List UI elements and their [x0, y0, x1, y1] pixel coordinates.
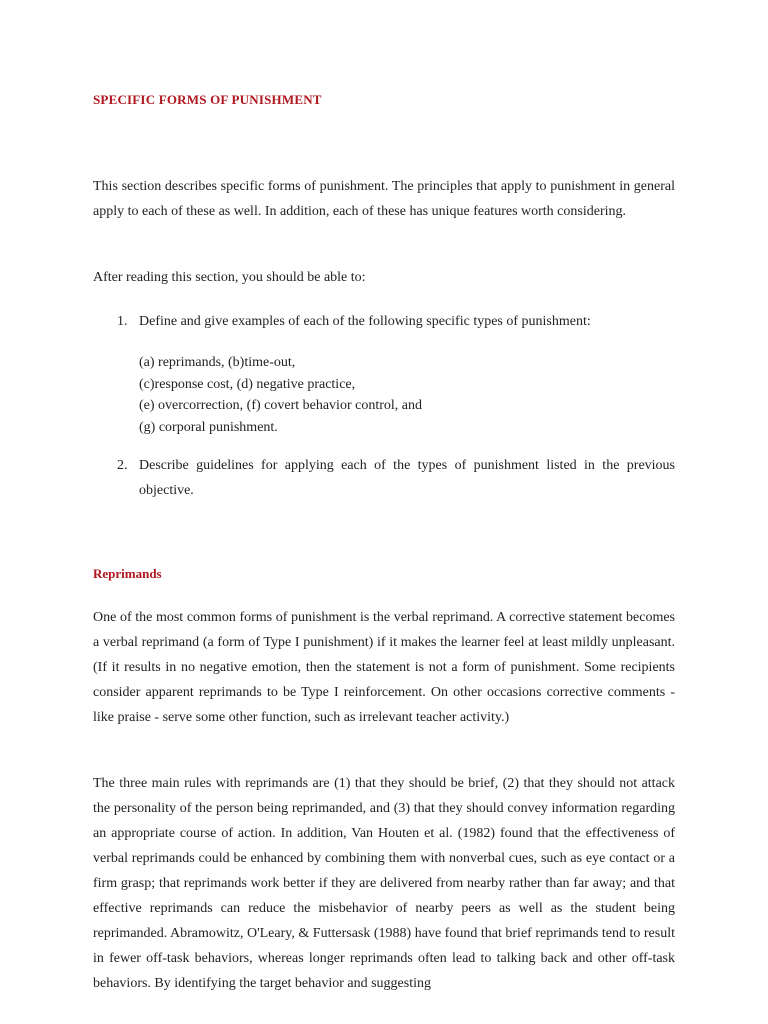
punishment-types-line: (e) overcorrection, (f) covert behavior control, and [139, 398, 422, 413]
reprimands-paragraph: One of the most common forms of punishment is the verbal reprimand. A corrective statement becomes a verbal reprimand (a form of Type I punishment) if it makes the learner feel at least mildly unpleasant. (If it results in no negative emotion, then the statement is not a form of punishment. Some recipients consider apparent reprimands to be Type I reinforcement. On other occasions corrective comments - like praise - serve some other function, such as irrelevant teacher activity.) [93, 610, 675, 725]
section-heading-reprimands: Reprimands [93, 566, 162, 581]
objective-item [117, 453, 675, 503]
objective-number: 1. [117, 314, 128, 329]
punishment-types-line: (g) corporal punishment. [139, 419, 278, 435]
objective-text: Describe guidelines for applying each of the types of punishment listed in the previous objective. [139, 458, 675, 498]
objective-item [117, 309, 675, 334]
intro-paragraph: This section describes specific forms of punishment. The principles that apply to punishment in general apply to each of these as well. In addition, each of these has unique features worth considering. [93, 179, 675, 219]
reprimands-paragraph: The three main rules with reprimands are (1) that they should be brief, (2) that they should not attack the personality of the person being reprimanded, and (3) that they should convey information regarding an appropriate course of action. In addition, Van Houten et al. (1982) found that the effectiveness of verbal reprimands could be enhanced by combining them with nonverbal cues, such as eye contact or a firm grasp; that reprimands work better if they are delivered from nearby rather than far away; and that effective reprimands can reduce the misbehavior of nearby peers as well as the student being reprimanded. Abramowitz, O'Leary, & Futtersask (1988) have found that brief reprimands tend to result in fewer off-task behaviors, whereas longer reprimands often lead to talking back and other off-task behaviors. By identifying the target behavior and suggesting [93, 776, 675, 991]
punishment-types-line: (c)response cost, (d) negative practice, [139, 376, 356, 392]
punishment-types-line: (a) reprimands, (b)time-out, [139, 355, 296, 370]
punishment-types-list [139, 352, 422, 438]
objective-number: 2. [117, 458, 128, 473]
objectives-lead: After reading this section, you should be able to: [93, 270, 366, 285]
document-title: SPECIFIC FORMS OF PUNISHMENT [93, 92, 322, 107]
objective-text: Define and give examples of each of the following specific types of punishment: [139, 314, 591, 329]
